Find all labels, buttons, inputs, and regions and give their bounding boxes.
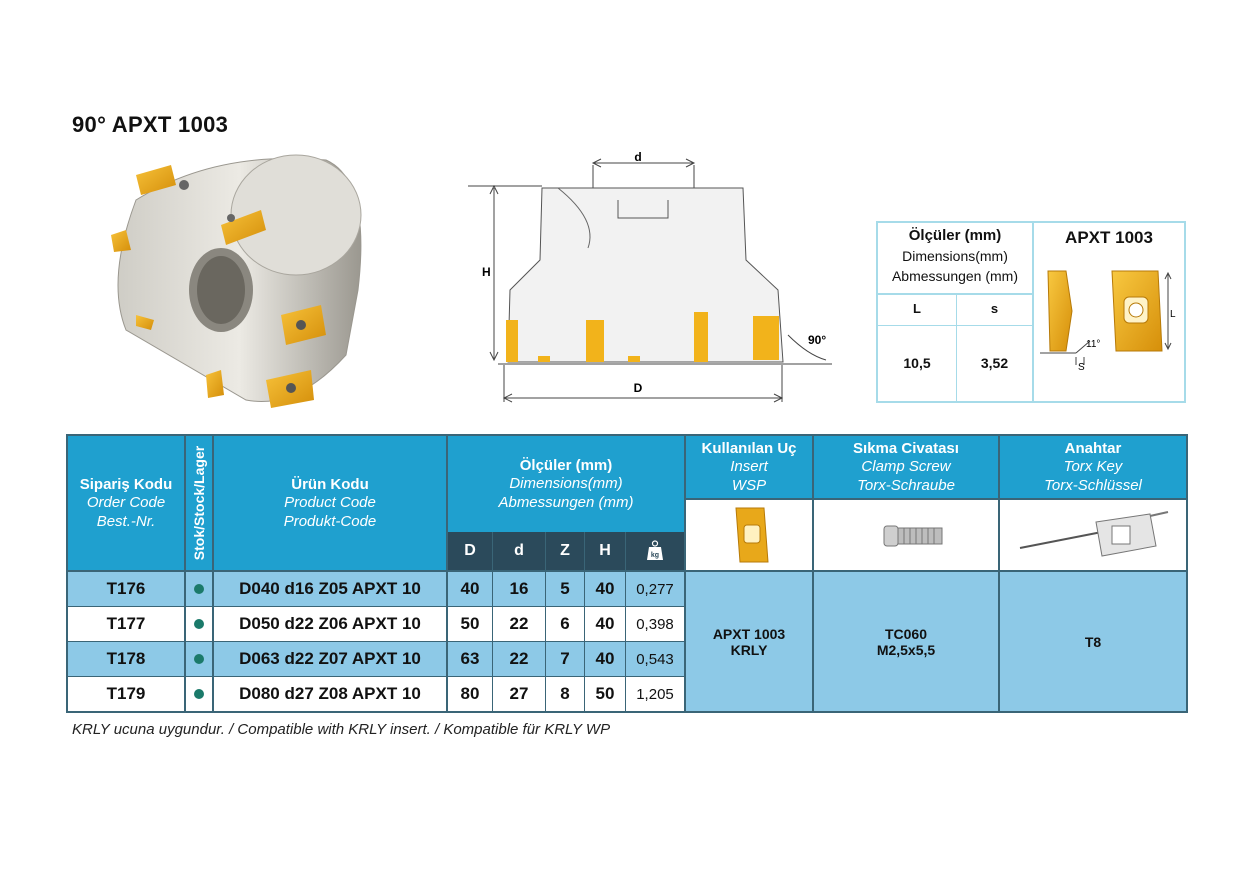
- product-table: [66, 434, 1188, 713]
- col-H: H: [585, 532, 625, 570]
- technical-drawing: [468, 140, 838, 410]
- fig-angle-label: 11°: [1086, 339, 1101, 350]
- insert-image: [686, 500, 812, 570]
- dimensions-tr: Ölçüler (mm): [519, 456, 613, 474]
- insert-value-1: APXT 1003: [712, 625, 786, 642]
- row-z-cell: 8: [546, 677, 584, 711]
- screw-value-1: TC060: [884, 625, 928, 642]
- row-code-cell: T177: [68, 607, 184, 641]
- row-kg-cell: 0,398: [626, 607, 684, 641]
- row-code-cell: T179: [68, 677, 184, 711]
- drawing-h-label: H: [482, 265, 491, 279]
- header-dimensions: [448, 436, 684, 532]
- product-code-en: Product Code: [284, 493, 376, 511]
- col-L: L: [913, 301, 921, 316]
- row-d-cell: 16: [493, 572, 545, 606]
- col-weight: [626, 532, 684, 570]
- row-d-cell: 27: [493, 677, 545, 711]
- screw-tr: Sıkma Civatası: [853, 439, 959, 457]
- col-D: D: [448, 532, 492, 570]
- row-product-cell: D080 d27 Z08 APXT 10: [214, 677, 446, 711]
- key-value-cell: [1000, 572, 1186, 711]
- dim-head-tr: Ölçüler (mm): [908, 227, 1002, 244]
- row-h-cell: 50: [585, 677, 625, 711]
- screw-en: Clamp Screw: [861, 457, 951, 475]
- dimensions-en: Dimensions(mm): [509, 474, 623, 492]
- row-d-cell: 40: [448, 572, 492, 606]
- row-d-cell: 50: [448, 607, 492, 641]
- in-stock-dot-icon: [194, 689, 204, 699]
- in-stock-dot-icon: [194, 584, 204, 594]
- insert-figure: [1036, 261, 1182, 371]
- dimensions-de: Abmessungen (mm): [498, 493, 634, 511]
- stock-indicator: [186, 642, 212, 676]
- insert-value-cell: [686, 572, 812, 711]
- dim-head-en: Dimensions(mm): [902, 248, 1008, 264]
- dim-head-de: Abmessungen (mm): [891, 268, 1019, 284]
- weight-icon-text: kg: [650, 552, 660, 559]
- header-stock: [186, 436, 212, 570]
- order-code-de: Best.-Nr.: [96, 512, 156, 530]
- footnote: KRLY ucuna uygundur. / Compatible with KRLY insert. / Kompatible für KRLY WP: [72, 721, 611, 738]
- weight-icon: [645, 540, 665, 562]
- row-h-cell: 40: [585, 642, 625, 676]
- drawing-angle-label: 90°: [808, 333, 827, 347]
- clamp-screw-image: [814, 500, 998, 570]
- header-order-code: [68, 436, 184, 570]
- fig-S-label: S: [1078, 362, 1085, 371]
- insert-dimension-table: [876, 221, 1186, 403]
- screw-value-cell: [814, 572, 998, 711]
- key-de: Torx-Schlüssel: [1044, 476, 1142, 494]
- stock-label: Stok/Stock/Lager: [191, 445, 207, 561]
- drawing-d-label: d: [634, 150, 642, 164]
- insert-de: WSP: [731, 476, 767, 494]
- key-en: Torx Key: [1063, 457, 1123, 475]
- order-code-en: Order Code: [86, 493, 166, 511]
- header-product-code: [214, 436, 446, 570]
- row-z-cell: 6: [546, 607, 584, 641]
- in-stock-dot-icon: [194, 619, 204, 629]
- stock-indicator: [186, 677, 212, 711]
- row-z-cell: 7: [546, 642, 584, 676]
- row-code-cell: T176: [68, 572, 184, 606]
- row-product-cell: D040 d16 Z05 APXT 10: [214, 572, 446, 606]
- product-code-de: Produkt-Code: [283, 512, 377, 530]
- insert-en: Insert: [730, 457, 768, 475]
- val-s: 3,52: [980, 355, 1009, 371]
- row-kg-cell: 0,277: [626, 572, 684, 606]
- header-insert: [686, 436, 812, 498]
- page-title: 90° APXT 1003: [72, 112, 229, 137]
- stock-indicator: [186, 572, 212, 606]
- row-d-cell: 80: [448, 677, 492, 711]
- key-tr: Anahtar: [1064, 439, 1122, 457]
- row-code-cell: T178: [68, 642, 184, 676]
- row-z-cell: 5: [546, 572, 584, 606]
- stock-indicator: [186, 607, 212, 641]
- key-value: T8: [1084, 633, 1102, 650]
- col-Z: Z: [546, 532, 584, 570]
- order-code-tr: Sipariş Kodu: [79, 475, 173, 493]
- product-code-tr: Ürün Kodu: [291, 475, 369, 493]
- in-stock-dot-icon: [194, 654, 204, 664]
- row-d-cell: 22: [493, 642, 545, 676]
- row-h-cell: 40: [585, 607, 625, 641]
- row-h-cell: 40: [585, 572, 625, 606]
- val-L: 10,5: [903, 355, 931, 371]
- header-screw: [814, 436, 998, 498]
- row-kg-cell: 1,205: [626, 677, 684, 711]
- insert-name: APXT 1003: [1065, 228, 1153, 247]
- drawing-D-label: D: [633, 381, 643, 395]
- screw-de: Torx-Schraube: [857, 476, 955, 494]
- torx-key-image: [1000, 500, 1186, 570]
- insert-value-2: KRLY: [730, 641, 768, 658]
- screw-value-2: M2,5x5,5: [876, 641, 936, 658]
- fig-L-label: L: [1170, 309, 1176, 320]
- row-kg-cell: 0,543: [626, 642, 684, 676]
- header-key: [1000, 436, 1186, 498]
- row-d-cell: 63: [448, 642, 492, 676]
- row-d-cell: 22: [493, 607, 545, 641]
- row-product-cell: D063 d22 Z07 APXT 10: [214, 642, 446, 676]
- col-s: s: [990, 301, 999, 316]
- row-product-cell: D050 d22 Z06 APXT 10: [214, 607, 446, 641]
- col-d: d: [493, 532, 545, 570]
- cutter-product-image: [96, 140, 386, 425]
- insert-tr: Kullanılan Uç: [701, 439, 797, 457]
